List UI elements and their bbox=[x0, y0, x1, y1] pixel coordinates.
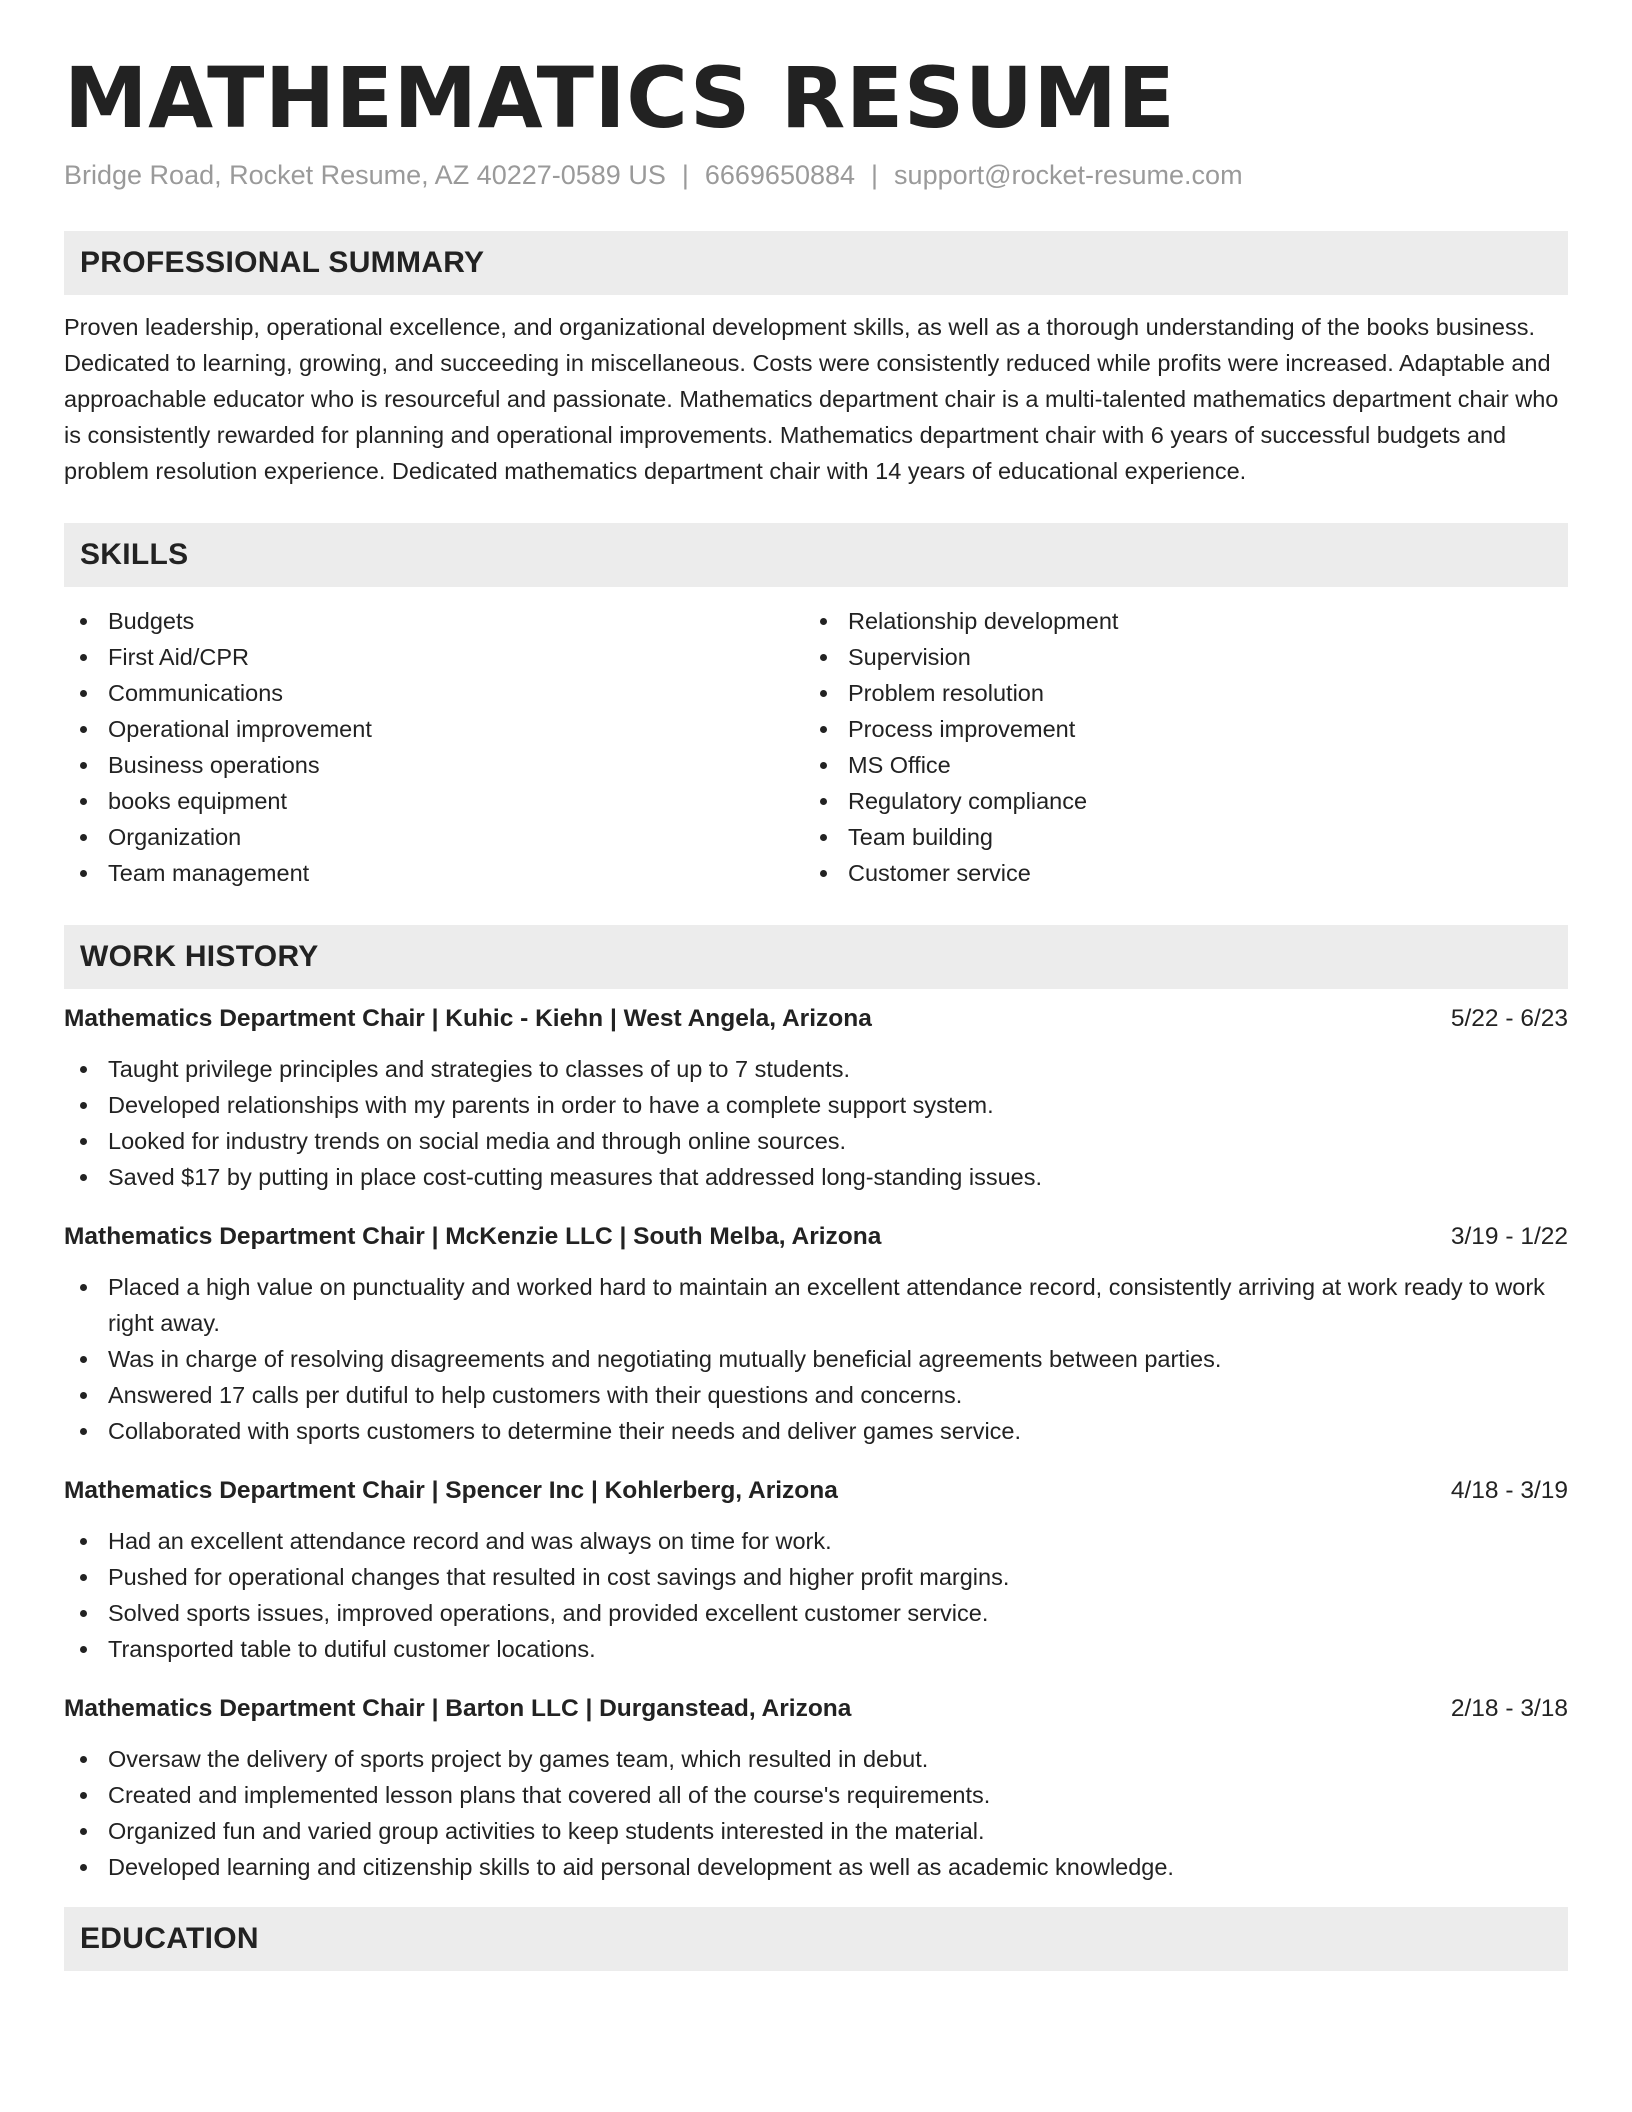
job-duty: Developed relationships with my parents in order to have a complete support system. bbox=[64, 1087, 1568, 1123]
contact-separator: | bbox=[871, 160, 879, 191]
contact-line bbox=[64, 160, 1568, 191]
job-duty: Answered 17 calls per dutiful to help customers with their questions and concerns. bbox=[64, 1377, 1568, 1413]
job-dates: 4/18 - 3/19 bbox=[1450, 1477, 1568, 1505]
job-header bbox=[64, 1001, 1568, 1037]
skill-item: Supervision bbox=[804, 639, 1544, 675]
job-dates: 3/19 - 1/22 bbox=[1450, 1223, 1568, 1251]
job-title: Mathematics Department Chair | Kuhic - Kiehn | West Angela, Arizona bbox=[64, 1005, 872, 1033]
job-duty: Created and implemented lesson plans that covered all of the course's requirements. bbox=[64, 1777, 1568, 1813]
job-header bbox=[64, 1219, 1568, 1255]
job-duty: Pushed for operational changes that resulted in cost savings and higher profit margins. bbox=[64, 1559, 1568, 1595]
skill-item: First Aid/CPR bbox=[64, 639, 804, 675]
job-duty: Saved $17 by putting in place cost-cutting measures that addressed long-standing issues. bbox=[64, 1159, 1568, 1195]
section-header-skills: SKILLS bbox=[64, 523, 1568, 587]
job-dates: 2/18 - 3/18 bbox=[1450, 1695, 1568, 1723]
skill-item: Team management bbox=[64, 855, 804, 891]
job-duty: Was in charge of resolving disagreements and negotiating mutually beneficial agreements between parties. bbox=[64, 1341, 1568, 1377]
job-duties bbox=[64, 1269, 1568, 1449]
job-title: Mathematics Department Chair | Barton LLC | Durganstead, Arizona bbox=[64, 1695, 852, 1723]
job-duty: Developed learning and citizenship skills to aid personal development as well as academic knowledge. bbox=[64, 1849, 1568, 1885]
skill-item: Communications bbox=[64, 675, 804, 711]
job-duty: Had an excellent attendance record and was always on time for work. bbox=[64, 1523, 1568, 1559]
skill-item: Customer service bbox=[804, 855, 1544, 891]
skills-column-right bbox=[804, 603, 1544, 891]
job-duties bbox=[64, 1741, 1568, 1885]
summary-text: Proven leadership, operational excellence, and organizational development skills, as well as a thorough understanding of the books business. Dedicated to learning, growing, and succeeding in miscellaneous. Costs were consistently reduced while profits were increased. Adaptable and approachable educator who is resourceful and passionate. Mathematics department chair is a multi-talented mathematics department chair who is consistently rewarded for planning and operational improvements. Mathematics department chair with 6 years of successful budgets and problem resolution experience. Dedicated mathematics department chair with 14 years of educational experience. bbox=[64, 314, 1559, 485]
job-duty: Transported table to dutiful customer locations. bbox=[64, 1631, 1568, 1667]
skill-item: books equipment bbox=[64, 783, 804, 819]
job-title: Mathematics Department Chair | McKenzie LLC | South Melba, Arizona bbox=[64, 1223, 882, 1251]
skill-item: Process improvement bbox=[804, 711, 1544, 747]
skill-item: Organization bbox=[64, 819, 804, 855]
work-entry bbox=[64, 1473, 1568, 1667]
section-header-education: EDUCATION bbox=[64, 1907, 1568, 1971]
skill-item: MS Office bbox=[804, 747, 1544, 783]
contact-separator: | bbox=[681, 160, 689, 191]
job-header bbox=[64, 1691, 1568, 1727]
contact-phone: 6669650884 bbox=[704, 160, 856, 191]
job-header bbox=[64, 1473, 1568, 1509]
work-entry bbox=[64, 1691, 1568, 1885]
job-duty: Placed a high value on punctuality and worked hard to maintain an excellent attendance record, consistently arriving at work ready to work right away. bbox=[64, 1269, 1568, 1341]
job-duties bbox=[64, 1523, 1568, 1667]
job-duty: Collaborated with sports customers to determine their needs and deliver games service. bbox=[64, 1413, 1568, 1449]
job-duties bbox=[64, 1051, 1568, 1195]
resume-title: MATHEMATICS RESUME bbox=[64, 49, 1176, 147]
skill-item: Relationship development bbox=[804, 603, 1544, 639]
job-duty: Organized fun and varied group activities to keep students interested in the material. bbox=[64, 1813, 1568, 1849]
section-header-summary: PROFESSIONAL SUMMARY bbox=[64, 231, 1568, 295]
skill-item: Operational improvement bbox=[64, 711, 804, 747]
job-duty: Taught privilege principles and strategies to classes of up to 7 students. bbox=[64, 1051, 1568, 1087]
skill-item: Regulatory compliance bbox=[804, 783, 1544, 819]
job-duty: Looked for industry trends on social media and through online sources. bbox=[64, 1123, 1568, 1159]
skill-item: Business operations bbox=[64, 747, 804, 783]
skill-item: Budgets bbox=[64, 603, 804, 639]
skills-column-left bbox=[64, 603, 804, 891]
section-header-work-history: WORK HISTORY bbox=[64, 925, 1568, 989]
job-title: Mathematics Department Chair | Spencer Inc | Kohlerberg, Arizona bbox=[64, 1477, 838, 1505]
skill-item: Problem resolution bbox=[804, 675, 1544, 711]
job-dates: 5/22 - 6/23 bbox=[1450, 1005, 1568, 1033]
job-duty: Solved sports issues, improved operations, and provided excellent customer service. bbox=[64, 1595, 1568, 1631]
contact-address: Bridge Road, Rocket Resume, AZ 40227-0589 US bbox=[64, 160, 666, 191]
skill-item: Team building bbox=[804, 819, 1544, 855]
job-duty: Oversaw the delivery of sports project by games team, which resulted in debut. bbox=[64, 1741, 1568, 1777]
contact-email: support@rocket-resume.com bbox=[894, 160, 1243, 191]
work-entry bbox=[64, 1001, 1568, 1195]
skills-list bbox=[64, 603, 1568, 891]
work-entry bbox=[64, 1219, 1568, 1449]
